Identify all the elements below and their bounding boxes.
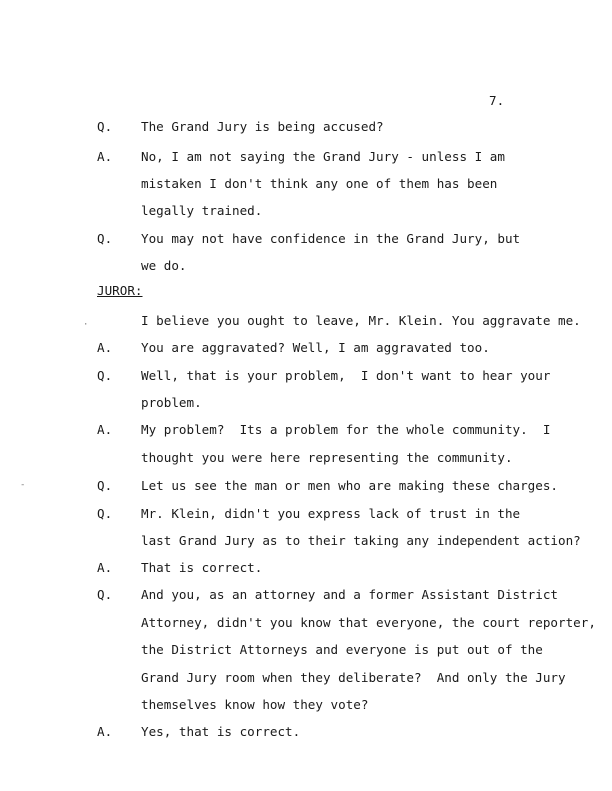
testimony-line: last Grand Jury as to their taking any independent action? xyxy=(141,533,581,548)
speaker-label: A. xyxy=(97,340,113,355)
testimony-line: Attorney, didn't you know that everyone, the court reporter, xyxy=(141,615,596,630)
testimony-line: the District Attorneys and everyone is put out of the xyxy=(141,642,543,657)
testimony-line: thought you were here representing the community. xyxy=(141,450,513,465)
speaker-label: Q. xyxy=(97,119,113,134)
testimony-line: Well, that is your problem, I don't want to hear your xyxy=(141,368,551,383)
testimony-line: I believe you ought to leave, Mr. Klein. You aggravate me. xyxy=(141,313,581,328)
testimony-line: You are aggravated? Well, I am aggravated too. xyxy=(141,340,490,355)
testimony-line: Yes, that is correct. xyxy=(141,724,301,739)
speaker-label: Q. xyxy=(97,506,113,521)
testimony-line: Grand Jury room when they deliberate? And only the Jury xyxy=(141,670,566,685)
speaker-label: A. xyxy=(97,560,113,575)
testimony-line: legally trained. xyxy=(141,203,263,218)
speaker-label: Q. xyxy=(97,231,113,246)
juror-label: JUROR: xyxy=(97,283,143,298)
speaker-label: A. xyxy=(97,724,113,739)
testimony-line: And you, as an attorney and a former Assistant District xyxy=(141,587,559,602)
speaker-label: A. xyxy=(97,149,113,164)
testimony-line: we do. xyxy=(141,258,187,273)
speaker-label: Q. xyxy=(97,368,113,383)
testimony-line: No, I am not saying the Grand Jury - unless I am xyxy=(141,149,505,164)
testimony-line: Mr. Klein, didn't you express lack of trust in the xyxy=(141,506,521,521)
speaker-label: Q. xyxy=(97,478,113,493)
testimony-line: themselves know how they vote? xyxy=(141,697,369,712)
page-number: 7. xyxy=(489,93,505,108)
testimony-line: Let us see the man or men who are making these charges. xyxy=(141,478,559,493)
testimony-line: You may not have confidence in the Grand Jury, but xyxy=(141,231,521,246)
speaker-label: Q. xyxy=(97,587,113,602)
stray-mark: · xyxy=(83,320,89,330)
testimony-line: My problem? Its a problem for the whole community. I xyxy=(141,422,551,437)
testimony-line: mistaken I don't think any one of them has been xyxy=(141,176,498,191)
testimony-line: That is correct. xyxy=(141,560,263,575)
speaker-label: A. xyxy=(97,422,113,437)
testimony-line: problem. xyxy=(141,395,202,410)
stray-mark: - xyxy=(20,480,26,490)
testimony-line: The Grand Jury is being accused? xyxy=(141,119,384,134)
